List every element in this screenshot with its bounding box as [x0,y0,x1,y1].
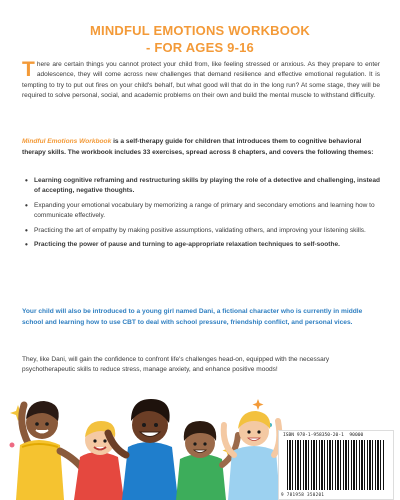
intro-text: here are certain things you cannot protect your child from, like feeling stressed or anxious. As they prepare to enter adolescence, they will come across new challenges that demand resilience and effective emotional regulation. It is tempting to try to put out fires on your child's behalf, but what good will that do in the long run? At some stage, they will be required to solve personal, social, and academic problems on their own and build the mental muscle to withstand difficulty. [22,61,380,100]
title-line-1: MINDFUL EMOTIONS WORKBOOK [90,23,310,38]
closing-paragraph: They, like Dani, will gain the confidence to confront life's challenges head-on, equipped with the necessary psychotherapeutic skills to reduce stress, manage anxiety, and enhance positive moods! [22,356,330,374]
intro-paragraph [22,60,380,102]
isbn-barcode [278,430,394,500]
child-figure [176,421,238,500]
theme-item: • Practicing the art of empathy by making positive assumptions, validating others, and improving your listening skills. [34,226,380,236]
description-book-title: Mindful Emotions Workbook [22,138,112,145]
theme-item: • Learning cognitive reframing and restructuring skills by playing the role of a detective and challenging, instead of accepting, negative thoughts. [34,176,380,197]
title-line-2: - FOR AGES 9-16 [146,40,254,55]
isbn-label: ISBN 978-1-958350-20-1 90000 [283,433,364,438]
book-title [0,22,400,56]
sparkle-icon [253,399,264,410]
dot-decoration [10,443,15,448]
themes-list [22,176,380,254]
theme-item: • Expanding your emotional vocabulary by memorizing a range of primary and secondary emotions and learning how to communicate effectively. [34,201,380,222]
description-text: is a self-therapy guide for children that introduces them to cognitive behavioral therapy skills. The workbook includes 33 exercises, spread across 8 chapters, and covers the following themes: [22,138,374,156]
child-figure [74,421,124,500]
drop-cap: T [22,58,35,81]
isbn-digits: 9 781958 350201 [281,493,325,498]
description-paragraph [22,137,380,158]
barcode-bars [287,440,385,490]
dani-paragraph: Your child will also be introduced to a young girl named Dani, a fictional character who is currently in middle school and learning how to use CBT to deal with school pressure, friendship conflict, and personal vices. [22,308,363,326]
child-figure [16,401,86,500]
theme-item: • Practicing the power of pause and turning to age-appropriate relaxation techniques to self-soothe. [34,240,380,250]
